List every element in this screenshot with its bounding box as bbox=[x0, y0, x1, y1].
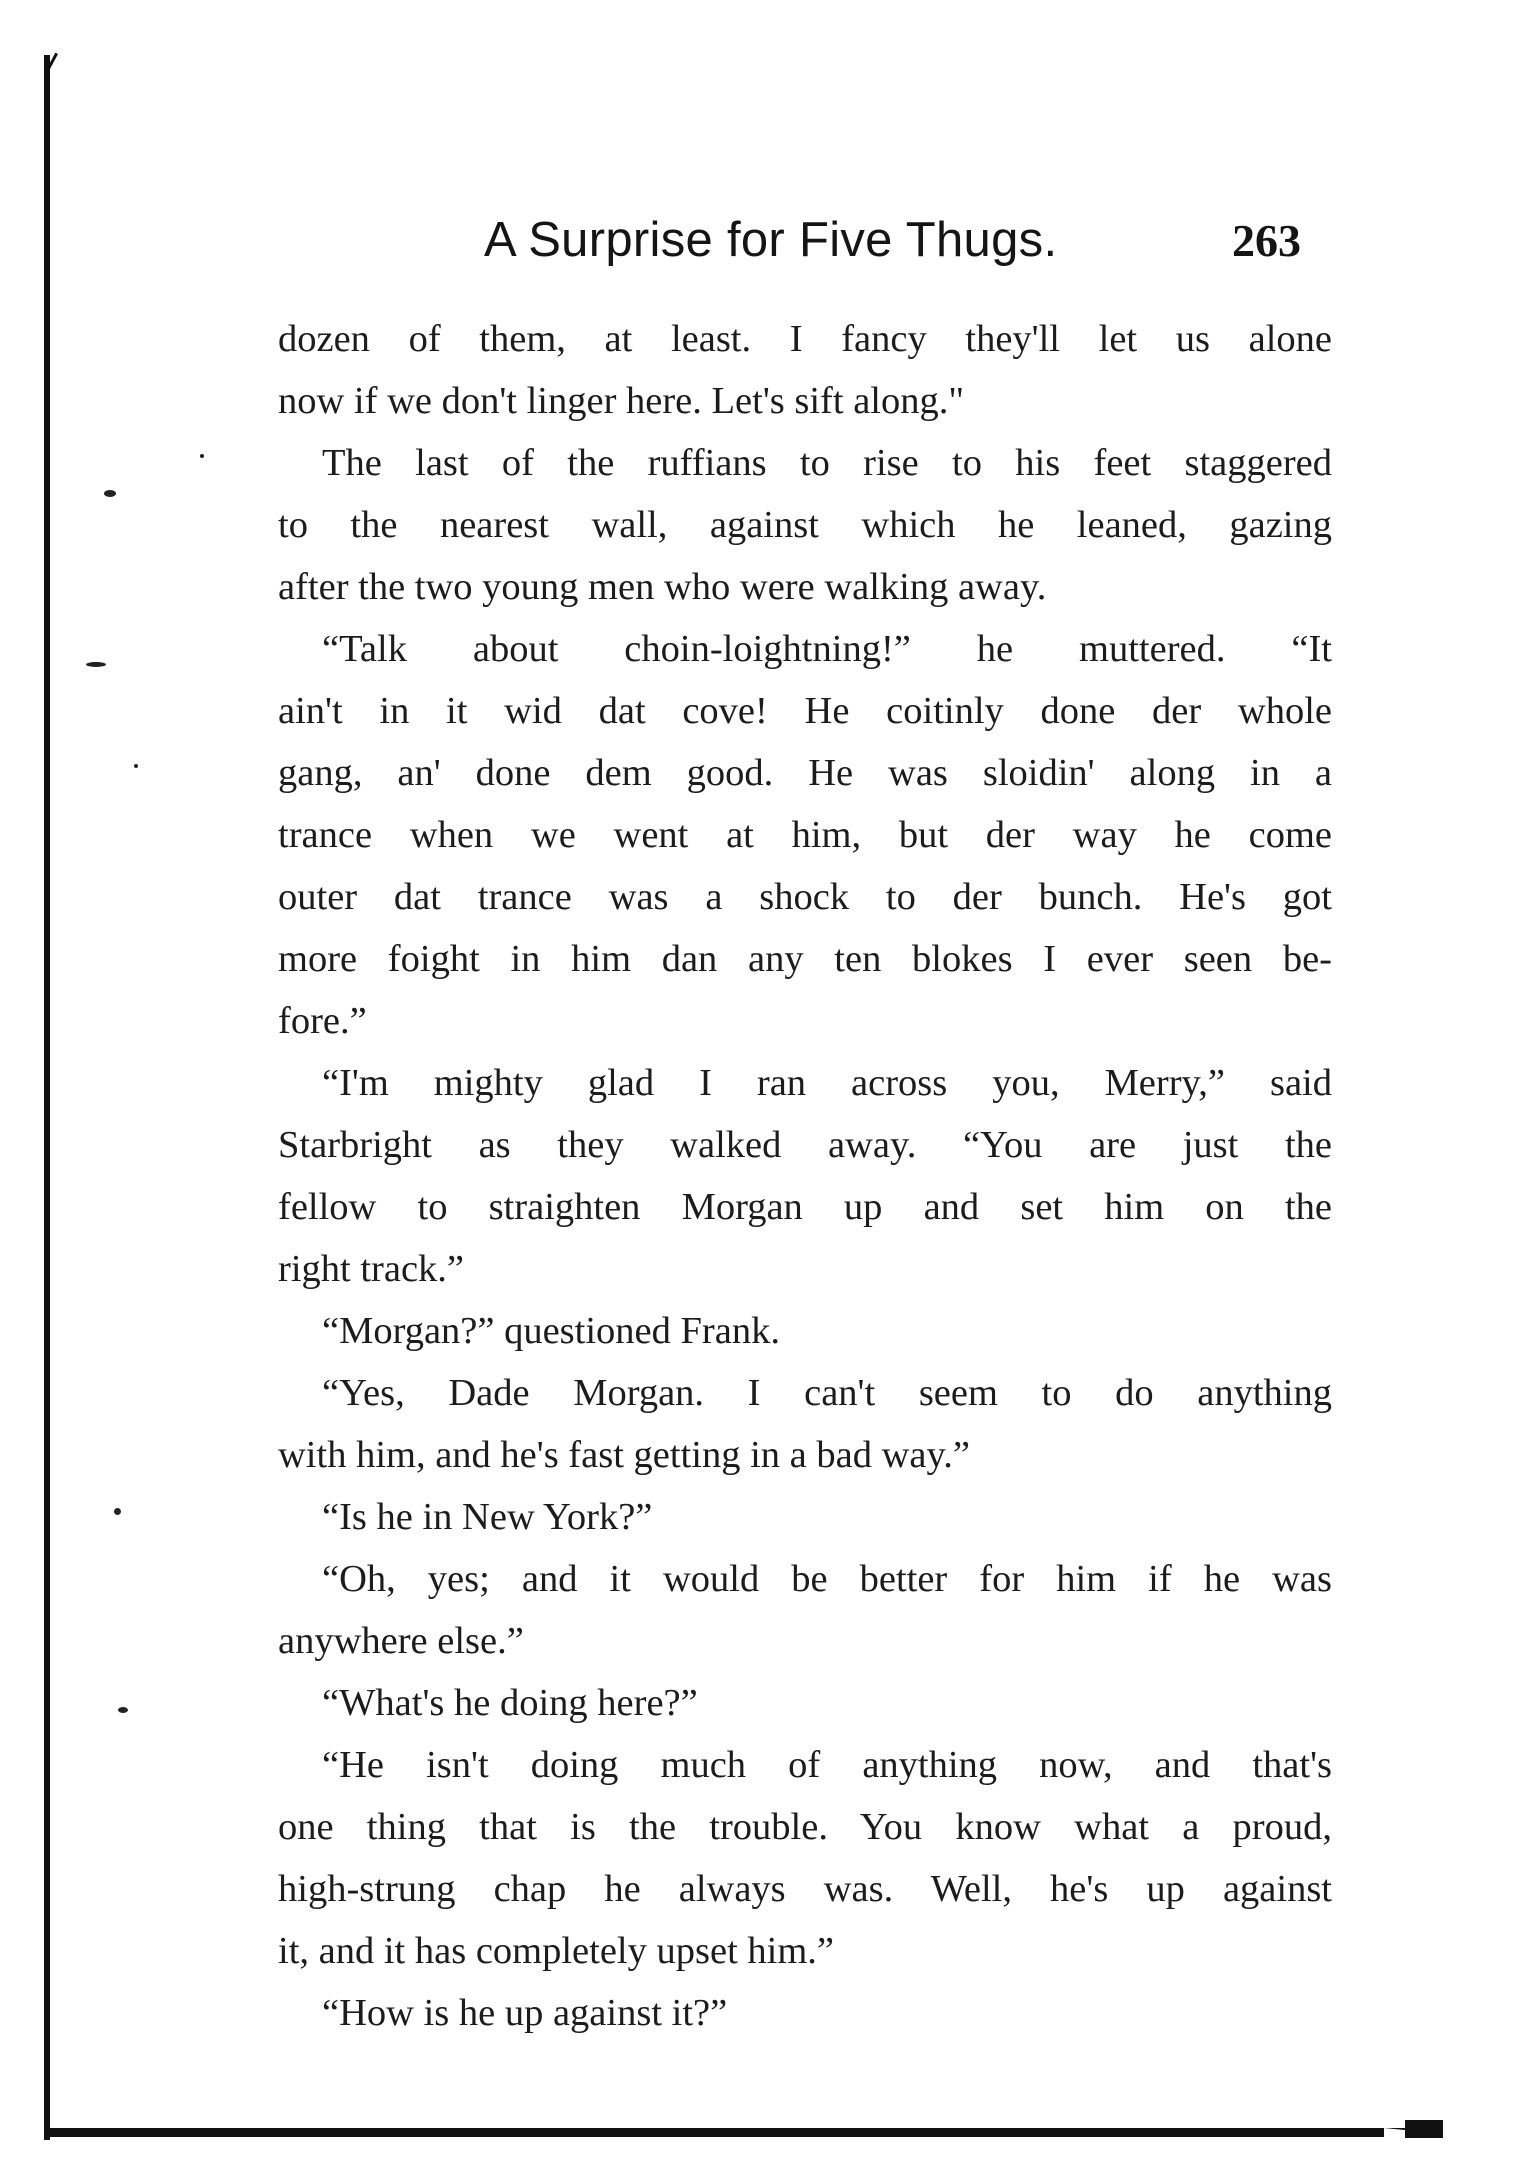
text-line: outer dat trance was a shock to der bunch. He's got bbox=[278, 876, 1332, 918]
text-line: fellow to straighten Morgan up and set him on the bbox=[278, 1186, 1332, 1228]
text-line: to the nearest wall, against which he leaned, gazing bbox=[278, 504, 1332, 546]
text-line: with him, and he's fast getting in a bad way.” bbox=[278, 1434, 970, 1476]
text-line: “Is he in New York?” bbox=[322, 1496, 653, 1538]
text-line: gang, an' done dem good. He was sloidin' along in a bbox=[278, 752, 1332, 794]
text-line: “He isn't doing much of anything now, and that's bbox=[322, 1744, 1332, 1786]
page-border-left bbox=[44, 55, 50, 2140]
text-line: one thing that is the trouble. You know what a proud, bbox=[278, 1806, 1332, 1848]
text-line: after the two young men who were walking away. bbox=[278, 566, 1047, 608]
running-title: A Surprise for Five Thugs. bbox=[484, 213, 1058, 267]
margin-speck bbox=[200, 454, 204, 458]
margin-speck bbox=[114, 1508, 121, 1515]
text-line: trance when we went at him, but der way he come bbox=[278, 814, 1332, 856]
text-line: Starbright as they walked away. “You are just the bbox=[278, 1124, 1332, 1166]
text-line: fore.” bbox=[278, 1000, 367, 1042]
text-line: more foight in him dan any ten blokes I ever seen be- bbox=[278, 938, 1332, 980]
text-line: it, and it has completely upset him.” bbox=[278, 1930, 834, 1972]
text-line: “How is he up against it?” bbox=[322, 1992, 728, 2034]
margin-speck bbox=[86, 662, 106, 667]
margin-speck bbox=[104, 490, 116, 497]
page-corner-mark bbox=[1405, 2120, 1443, 2138]
text-line: dozen of them, at least. I fancy they'll let us alone bbox=[278, 318, 1332, 360]
text-line: high-strung chap he always was. Well, he's up against bbox=[278, 1868, 1332, 1910]
text-line: “Morgan?” questioned Frank. bbox=[322, 1310, 780, 1352]
text-line: anywhere else.” bbox=[278, 1620, 524, 1662]
text-line: “Oh, yes; and it would be better for him if he was bbox=[322, 1558, 1332, 1600]
page-number: 263 bbox=[1232, 215, 1301, 266]
text-line: ain't in it wid dat cove! He coitinly done der whole bbox=[278, 690, 1332, 732]
text-line: “Yes, Dade Morgan. I can't seem to do anything bbox=[322, 1372, 1332, 1414]
text-line: The last of the ruffians to rise to his feet staggered bbox=[322, 442, 1332, 484]
page-border-bottom bbox=[44, 2128, 1384, 2137]
text-line: “I'm mighty glad I ran across you, Merry,” said bbox=[322, 1062, 1332, 1104]
text-line: “Talk about choin-loightning!” he muttered. “It bbox=[322, 628, 1332, 670]
text-line: “What's he doing here?” bbox=[322, 1682, 698, 1724]
margin-speck bbox=[134, 764, 138, 768]
margin-speck bbox=[118, 1707, 128, 1713]
text-line: now if we don't linger here. Let's sift along." bbox=[278, 380, 965, 422]
text-line: right track.” bbox=[278, 1248, 464, 1290]
